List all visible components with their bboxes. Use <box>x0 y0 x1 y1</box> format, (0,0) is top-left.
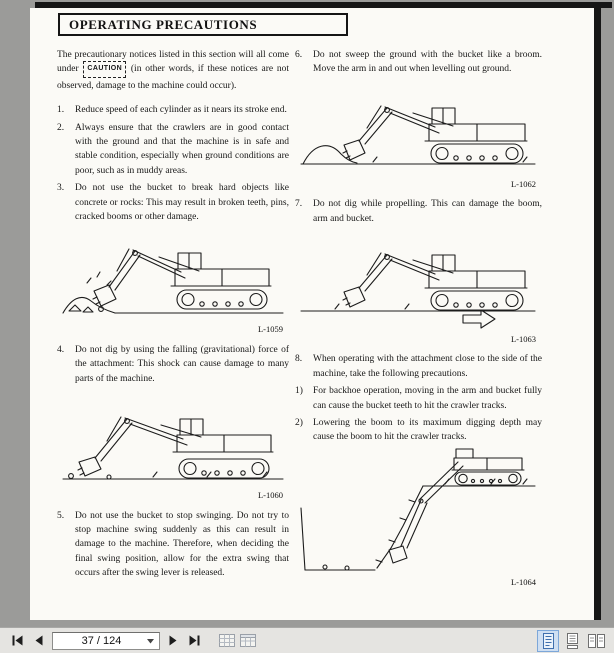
viewer-toolbar <box>0 627 614 653</box>
precaution-subitem-1 <box>295 384 542 413</box>
item-text: Do not use the bucket to break hard objects like concrete or rocks: This may result in broken teeth, pins, cracked booms or other damage. <box>75 183 289 223</box>
grid-tool-icon <box>219 633 236 648</box>
right-column <box>295 48 542 595</box>
figure-label: L-1063 <box>510 334 536 345</box>
item-number: 1. <box>57 105 65 116</box>
next-page-icon <box>167 634 180 647</box>
last-page-icon <box>188 634 201 647</box>
grid-tool-button[interactable] <box>217 631 238 651</box>
page-title-text: OPERATING PRECAUTIONS <box>69 16 258 32</box>
left-column <box>57 48 289 584</box>
grid-tool-alt-icon <box>240 633 257 648</box>
single-page-view-button[interactable] <box>537 630 559 652</box>
excavator-illustration <box>295 80 542 176</box>
figure-excavator-deep-digging <box>295 448 542 589</box>
facing-pages-view-button[interactable] <box>585 630 607 652</box>
page-indicator: 37 / 124 <box>81 634 122 647</box>
precaution-item-8 <box>295 352 542 381</box>
item-text: Do not use the bucket to stop swinging. Do not try to stop machine swing suddenly as this can result in damage to the machine. Therefore, when deciding the final swing position, allow for the extra swing that occurs after the swing lever is released. <box>75 510 289 579</box>
caution-badge: CAUTION <box>83 61 126 77</box>
item-text: When operating with the attachment close to the side of the machine, take the following precautions. <box>313 354 542 379</box>
intro-paragraph <box>57 48 289 93</box>
item-text: Do not dig while propelling. This can damage the boom, arm and bucket. <box>313 199 542 224</box>
precaution-item-3 <box>57 181 289 224</box>
intro-before: The precautionary notices listed in this section will all come under <box>57 50 289 75</box>
item-number: 1) <box>295 386 303 397</box>
next-page-button[interactable] <box>163 631 184 651</box>
item-number: 3. <box>57 183 65 194</box>
item-number: 6. <box>295 50 303 60</box>
precaution-item-7 <box>295 197 542 226</box>
facing-pages-view-icon <box>588 633 605 649</box>
precaution-item-6 <box>295 48 542 77</box>
single-page-view-icon <box>542 633 555 649</box>
continuous-view-button[interactable] <box>561 630 583 652</box>
last-page-button[interactable] <box>184 631 205 651</box>
precaution-subitem-2 <box>295 416 542 445</box>
precaution-item-2 <box>57 121 289 179</box>
precaution-item-1 <box>57 103 289 117</box>
figure-excavator-propelling <box>295 229 542 346</box>
figure-excavator-gravity-dig <box>57 389 289 502</box>
continuous-view-icon <box>566 633 579 649</box>
excavator-illustration <box>57 227 289 321</box>
excavator-illustration <box>295 229 542 331</box>
precaution-item-4 <box>57 343 289 386</box>
excavator-illustration <box>295 448 542 574</box>
page-number-box[interactable] <box>52 632 160 650</box>
grid-tool-alt-button[interactable] <box>238 631 259 651</box>
item-number: 2. <box>57 122 65 133</box>
figure-label: L-1059 <box>257 324 283 335</box>
excavator-illustration <box>57 389 289 487</box>
prev-page-button[interactable] <box>28 631 49 651</box>
intro-after: (in other words, if these notices are not observed, damage to the machine could occur). <box>57 64 289 91</box>
item-text: Reduce speed of each cylinder as it nears its stroke end. <box>75 105 287 116</box>
item-text: Always ensure that the crawlers are in good contact with the ground and that the machine is in safe and stable condition, especially when ground conditions are poor, such as in muddy areas. <box>75 122 289 176</box>
page-title <box>58 13 348 36</box>
figure-excavator-levelling <box>295 80 542 191</box>
figure-excavator-breaking-rocks <box>57 227 289 336</box>
item-text: Do not dig by using the falling (gravitational) force of the attachment: This shock can cause damage to many parts of the machine. <box>75 344 289 384</box>
document-page <box>30 8 594 620</box>
first-page-icon <box>11 634 24 647</box>
item-number: 2) <box>295 418 303 429</box>
item-text: For backhoe operation, moving in the arm and bucket fully can cause the bucket teeth to hit the crawler tracks. <box>313 386 542 411</box>
scan-edge-right <box>594 2 601 620</box>
item-number: 4. <box>57 344 65 355</box>
item-number: 5. <box>57 510 65 521</box>
first-page-button[interactable] <box>7 631 28 651</box>
figure-label: L-1060 <box>257 490 283 501</box>
precaution-item-5 <box>57 509 289 581</box>
item-number: 7. <box>295 199 303 210</box>
item-number: 8. <box>295 354 303 365</box>
figure-label: L-1064 <box>510 576 536 587</box>
figure-label: L-1062 <box>510 178 536 189</box>
previous-page-icon <box>32 634 45 647</box>
item-text: Do not sweep the ground with the bucket like a broom. Move the arm in and out when levelling out ground. <box>313 50 542 75</box>
chevron-down-icon[interactable] <box>146 638 155 644</box>
item-text: Lowering the boom to its maximum digging depth may cause the boom to hit the crawler tracks. <box>313 418 542 443</box>
